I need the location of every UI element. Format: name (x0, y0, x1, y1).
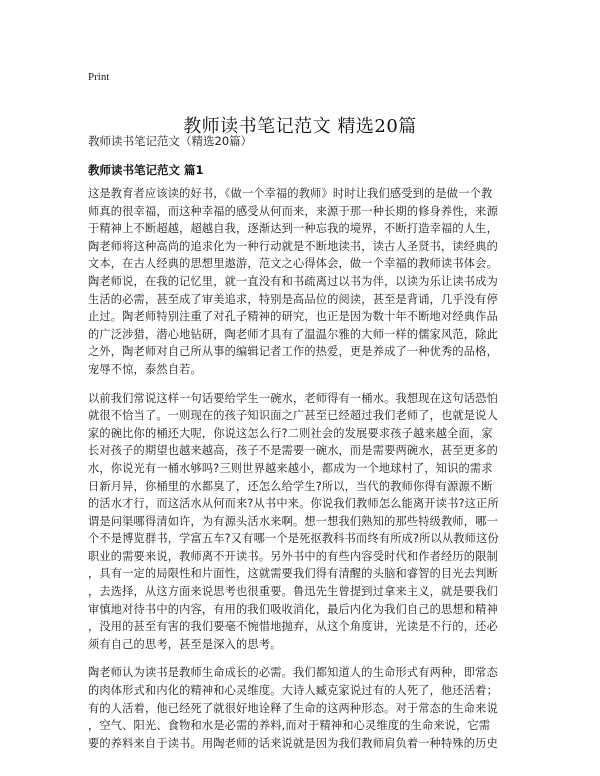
paragraph-line: 宠辱不惊，泰然自若。 (88, 362, 202, 376)
paragraph (88, 390, 515, 654)
paragraph-line: 须有自己的思考，甚至是深入的思考。 (88, 637, 282, 651)
paragraph-line: 于精神上不断超越，超越自我，逐渐达到一种忘我的境界，不断打造幸福的人生， (88, 222, 498, 236)
paragraph-line: 师真的很幸福，而这种幸福的感受从何而来，来源于那一种长期的修身养性，来源 (88, 204, 498, 218)
paragraph-line: 生活的必需，甚至成了审美追求，特别是高品位的阅读，甚至是背诵，几乎没有停 (88, 292, 498, 306)
paragraph-line: 个不是博览群书，学富五车?又有哪一个是死抠教科书而终有所成?所以从教师这份 (88, 532, 499, 546)
paragraph-line: 文本，在古人经典的思想里遨游，范文之心得体会，做一个幸福的教师读书体会。 (88, 257, 498, 271)
paragraph-line: ，没用的甚至有害的我们要毫不惋惜地抛弃，从这个角度讲，光读是不行的，还必 (88, 620, 498, 634)
paragraph-line: 日新月异，你桶里的水都臭了，还怎么给学生?所以，当代的教师你得有源源不断 (88, 479, 493, 493)
paragraph-line: ，去选择，从这方面来说思考也很重要。鲁迅先生曾提到过拿来主义，就是要我们 (88, 585, 498, 599)
paragraph-line: 就很不恰当了。一则现在的孩子知识面之广甚至已经超过我们老师了，也就是说人 (88, 409, 498, 423)
paragraph (88, 664, 515, 752)
article-body (88, 185, 515, 763)
document-subtitle: 教师读书笔记范文（精选20篇） (88, 134, 253, 148)
paragraph-line: 的广泛涉猎，潜心地钻研，陶老师才具有了温温尔雅的大师一样的儒家风范，除此 (88, 327, 498, 341)
paragraph-line: 之外，陶老师对自己所从事的编辑记者工作的热爱，更是养成了一种优秀的品格， (88, 345, 498, 359)
paragraph-line: 审慎地对待书中的内容，有用的我们吸收消化，最后内化为我们自己的思想和精神 (88, 602, 498, 616)
paragraph-line: 陶老师认为读书是教师生命成长的必需。我们都知道人的生命形式有两种，即常态 (88, 666, 498, 680)
paragraph-line: 陶老师将这种高尚的追求化为一种行动就是不断地读书，读古人圣贤书，读经典的 (88, 239, 498, 253)
section-heading: 教师读书笔记范文 篇1 (88, 163, 204, 177)
paragraph-line: 要的养料来自于读书。用陶老师的话来说就是因为我们教师肩负着一种特殊的历史 (88, 736, 498, 750)
paragraph (88, 185, 515, 379)
paragraph-line: 这是教育者应该读的好书，《做一个幸福的教师》时时让我们感受到的是做一个教 (88, 187, 493, 200)
paragraph-line: 家的碗比你的桶还大呢，你说这怎么行?二则社会的发展要求孩子越来越全面，家 (88, 426, 493, 440)
paragraph-line: 长对孩子的期望也越来越高，孩子不是需要一碗水，而是需要两碗水，甚至更多的 (88, 444, 498, 458)
paragraph-line: 的肉体形式和内化的精神和心灵维度。大诗人臧克家说过有的人死了，他还活着； (88, 684, 498, 698)
paragraph-line: 有的人活着，他已经死了就很好地诠释了生命的这两种形态。对于常态的生命来说 (88, 701, 498, 715)
paragraph-line: ，具有一定的局限性和片面性，这就需要我们得有清醒的头脑和睿智的目光去判断 (88, 567, 498, 581)
print-link[interactable]: Print (88, 71, 110, 83)
paragraph-line: 的活水才行，而这活水从何而来?从书中来。你说我们教师怎么能离开读书?这正所 (88, 497, 499, 511)
paragraph-line: ，空气、阳光、食物和水是必需的养料,而对于精神和心灵维度的生命来说，它需 (88, 719, 491, 733)
paragraph-line: 谓是问渠哪得清如许，为有源头活水来啊。想一想我们熟知的那些特级教师，哪一 (88, 514, 498, 528)
paragraph-line: 止过。陶老师特别注重了对孔子精神的研究，也正是因为数十年不断地对经典作品 (88, 310, 498, 324)
paragraph-line: 水，你说光有一桶水够吗?三则世界越来越小，都成为一个地球村了，知识的需求 (88, 461, 493, 475)
paragraph-line: 以前我们常说这样一句话要给学生一碗水，老师得有一桶水。我想现在这句话恐怕 (88, 391, 498, 405)
page-title: 教师读书笔记范文 精选20篇 (183, 116, 417, 138)
paragraph-line: 职业的需要来说，教师离不开读书。另外书中的有些内容受时代和作者经历的限制 (88, 549, 498, 563)
paragraph-line: 陶老师说，在我的记忆里，就一直没有和书疏离过以书为伴，以读为乐让读书成为 (88, 274, 498, 288)
